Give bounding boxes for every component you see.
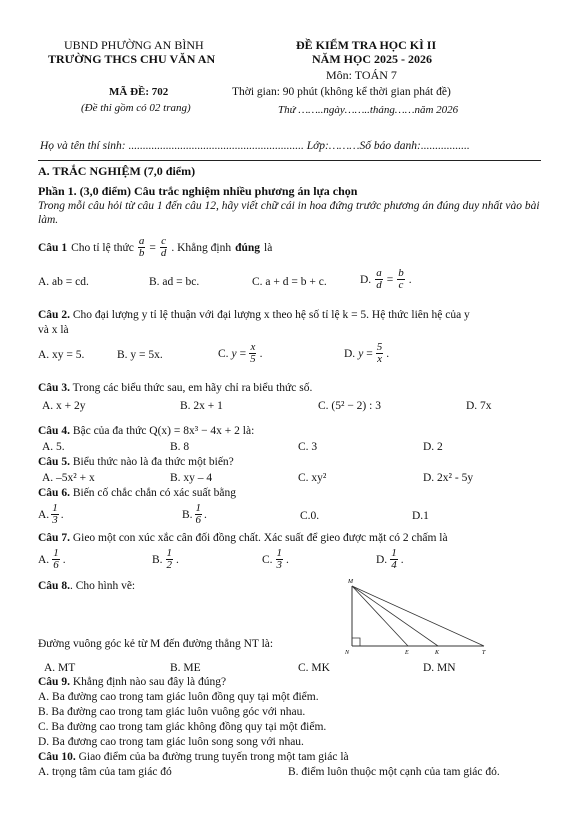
header-right-line2: NĂM HỌC 2025 - 2026: [312, 52, 432, 66]
divider: [38, 160, 541, 161]
q5-label: Câu 5.: [38, 456, 70, 468]
q4-option-b[interactable]: B. 8: [170, 441, 190, 453]
q1-text: Cho tỉ lệ thức: [71, 241, 134, 254]
q1-text-end: là: [264, 241, 273, 254]
part1-title: Phần 1. (3,0 điểm) Câu trắc nghiệm nhiều phương án lựa chọn: [38, 184, 358, 198]
q7-option-a[interactable]: A. $\frac{1}{6}$ .: [38, 547, 66, 571]
q2-d-fraction: $\frac{5}{x}$: [376, 341, 383, 365]
q3-text: Trong các biểu thức sau, em hãy chỉ ra biểu thức số.: [72, 382, 313, 394]
q2-label: Câu 2.: [38, 309, 70, 321]
q7-option-b[interactable]: B. $\frac{1}{2}$ .: [152, 547, 179, 571]
q2-text-2: và x là: [38, 324, 69, 336]
label-T: T: [482, 650, 486, 656]
right-angle-mark: [352, 638, 360, 646]
q5-option-c[interactable]: C. xy²: [298, 472, 327, 484]
q4-stem: [38, 425, 254, 437]
segment-MK: [352, 586, 438, 646]
q8-option-d[interactable]: D. MN: [423, 662, 456, 674]
q10-option-b[interactable]: B. điểm luôn thuộc một cạnh của tam giác đó.: [288, 766, 500, 778]
exam-pages: (Đề thi gồm có 02 trang): [81, 102, 191, 114]
q7-option-a-prefix: A.: [38, 553, 50, 566]
header-left-line2: TRƯỜNG THCS CHU VĂN AN: [48, 52, 216, 66]
q7-c-fraction: $\frac{1}{3}$: [276, 547, 283, 571]
q9-option-d[interactable]: D. Ba đương cao trong tam giác luôn song song với nhau.: [38, 736, 304, 748]
q5-option-d[interactable]: D. 2x² - 5y: [423, 472, 474, 484]
q2-stem: [38, 309, 470, 321]
header-subject: Môn: TOÁN 7: [326, 68, 397, 82]
q7-option-b-prefix: B.: [152, 553, 163, 566]
q9-label: Câu 9.: [38, 676, 70, 688]
q6-b-fraction: $\frac{1}{6}$: [195, 502, 202, 526]
q7-option-d[interactable]: D. $\frac{1}{4}$ .: [376, 547, 404, 571]
q1-stem: Câu 1 Cho tỉ lệ thức $\frac{a}{b}$ = $\frac{c}{d}$ . Khẳng định đúng là: [38, 235, 273, 259]
exam-time: Thời gian: 90 phút (không kể thời gian phát đề): [232, 86, 451, 98]
q5-stem: [38, 456, 234, 468]
q1-option-c[interactable]: C. a + d = b + c.: [252, 276, 327, 288]
q7-option-d-prefix: D.: [376, 553, 388, 566]
q6-option-a[interactable]: A. $\frac{1}{3}$ .: [38, 502, 64, 526]
q9-option-c[interactable]: C. Ba đường cao trong tam giác không đồng quy tại một điểm.: [38, 721, 327, 733]
header-left-line1: UBND PHƯỜNG AN BÌNH: [64, 38, 204, 52]
q2-option-a[interactable]: A. xy = 5.: [38, 349, 85, 361]
q1-text-bold: đúng: [235, 241, 261, 254]
q10-label: Câu 10.: [38, 751, 76, 763]
exam-code: MÃ ĐỀ: 702: [109, 86, 169, 98]
part1-instructions: Trong mỗi câu hỏi từ câu 1 đến câu 12, hãy viết chữ cái in hoa đứng trước phương án đúng duy nhất vào bài làm.: [38, 200, 540, 226]
q9-option-a[interactable]: A. Ba đường cao trong tam giác luôn đồng quy tại một điểm.: [38, 691, 319, 703]
q4-option-a[interactable]: A. 5.: [42, 441, 65, 453]
label-M: M: [348, 579, 353, 585]
q1-d-fraction-b-c: $\frac{b}{c}$: [398, 267, 404, 291]
q9-stem: [38, 676, 226, 688]
q3-label: Câu 3.: [38, 382, 70, 394]
student-info-line: Họ và tên thí sinh: ............................................................. Lớp:………Số báo danh:.................: [40, 140, 470, 152]
q6-option-b[interactable]: B. $\frac{1}{6}$ .: [182, 502, 207, 526]
header-right-line1: ĐỀ KIỂM TRA HỌC KÌ II: [296, 38, 437, 52]
q4-text: Bậc của đa thức Q(x) = 8x³ − 4x + 2 là:: [72, 425, 255, 437]
q3-option-b[interactable]: B. 2x + 1: [180, 400, 223, 412]
q3-stem: [38, 382, 312, 394]
q6-text: Biến cố chắc chắn có xác suất bằng: [72, 487, 236, 499]
q8-option-a[interactable]: A. MT: [44, 662, 76, 674]
q7-b-fraction: $\frac{1}{2}$: [166, 547, 173, 571]
q9-text: Khẳng định nào sau đây là đúng?: [72, 676, 227, 688]
q3-option-c[interactable]: C. (5² − 2) : 3: [318, 400, 381, 412]
q2-text: Cho đại lượng y tỉ lệ thuận với đại lượng x theo hệ số tỉ lệ k = 5. Hệ thức liên hệ của y: [72, 309, 470, 321]
q4-label: Câu 4.: [38, 425, 70, 437]
q8-question: Đường vuông góc kẻ từ M đến đường thẳng NT là:: [38, 638, 274, 650]
segment-ME: [352, 586, 408, 646]
q10-option-a[interactable]: A. trọng tâm của tam giác đó: [38, 766, 172, 778]
q2-c-fraction: $\frac{x}{5}$: [250, 341, 256, 365]
q7-d-fraction: $\frac{1}{4}$: [391, 547, 397, 571]
q9-option-b[interactable]: B. Ba đường cao trong tam giác luôn vuông góc với nhau.: [38, 706, 306, 718]
label-K: K: [435, 650, 440, 656]
q8-option-c[interactable]: C. MK: [298, 662, 330, 674]
q10-stem: [38, 751, 349, 763]
q2-option-b[interactable]: B. y = 5x.: [117, 349, 163, 361]
q10-text: Giao điểm của ba đường trung tuyến trong một tam giác là: [78, 751, 349, 763]
q2-option-c-prefix: C.: [218, 347, 229, 360]
q5-text: Biểu thức nào là đa thức một biến?: [72, 456, 234, 468]
q6-label: Câu 6.: [38, 487, 70, 499]
q5-option-b[interactable]: B. xy – 4: [170, 472, 213, 484]
q7-option-c-prefix: C.: [262, 553, 273, 566]
q8-stem: [38, 580, 135, 592]
q6-a-fraction: $\frac{1}{3}$: [52, 502, 58, 526]
q1-text-b: . Khẳng định: [171, 241, 232, 254]
q6-option-b-prefix: B.: [182, 508, 193, 521]
q1-fraction-c-d: $\frac{c}{d}$: [160, 235, 167, 259]
q2-option-c[interactable]: C. y = $\frac{x}{5}$ .: [218, 341, 263, 365]
q8-figure: [336, 574, 494, 656]
q1-fraction-a-b: $\frac{a}{b}$: [138, 235, 145, 259]
exam-date: Thứ ……..ngày……..tháng……năm 2026: [278, 104, 459, 116]
q8-label: Câu 8.: [38, 580, 70, 592]
section-a-title: A. TRẮC NGHIỆM (7,0 điểm): [38, 164, 196, 178]
segment-MT: [352, 586, 484, 646]
q2-option-d[interactable]: D. y = $\frac{5}{x}$ .: [344, 341, 390, 365]
q1-option-d[interactable]: D. $\frac{a}{d}$ = $\frac{b}{c}$ .: [360, 267, 412, 291]
q2-option-d-prefix: D.: [344, 347, 356, 360]
q7-stem: [38, 532, 448, 544]
q7-option-c[interactable]: C. $\frac{1}{3}$ .: [262, 547, 289, 571]
q1-option-a[interactable]: A. ab = cd.: [38, 276, 89, 288]
q8-option-b[interactable]: B. ME: [170, 662, 201, 674]
q1-d-fraction-a-d: $\frac{a}{d}$: [376, 267, 382, 291]
q3-option-a[interactable]: A. x + 2y: [42, 400, 86, 412]
q7-label: Câu 7.: [38, 532, 70, 544]
q7-text: Gieo một con xúc xắc cân đối đồng chất. Xác suất để gieo được mặt có 2 chấm là: [72, 532, 448, 544]
q6-option-d[interactable]: D.1: [412, 510, 429, 522]
label-N: N: [345, 650, 350, 656]
q6-option-a-prefix: A.: [38, 508, 50, 521]
label-E: E: [405, 650, 409, 656]
q5-option-a[interactable]: A. –5x² + x: [42, 472, 95, 484]
q3-option-d[interactable]: D. 7x: [466, 400, 492, 412]
q4-option-d[interactable]: D. 2: [423, 441, 443, 453]
q1-option-d-prefix: D.: [360, 273, 372, 286]
q6-stem: [38, 487, 236, 499]
q6-option-c[interactable]: C.0.: [300, 510, 320, 522]
q7-a-fraction: $\frac{1}{6}$: [53, 547, 59, 571]
q1-option-b[interactable]: B. ad = bc.: [149, 276, 200, 288]
q1-label: Câu 1: [38, 241, 68, 254]
q8-text: . Cho hình vẽ:: [69, 580, 136, 592]
q4-option-c[interactable]: C. 3: [298, 441, 318, 453]
